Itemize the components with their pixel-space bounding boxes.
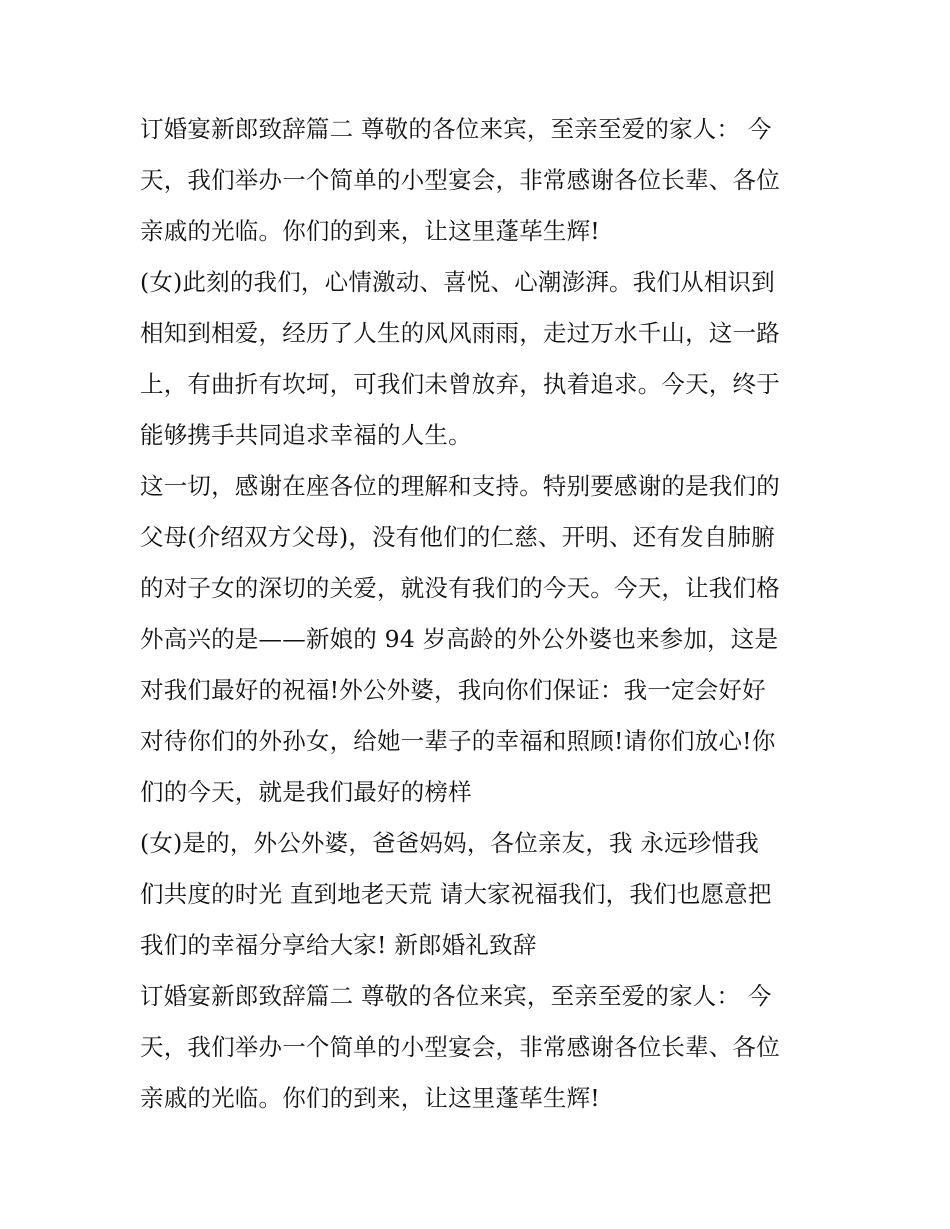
text-line: 对待你们的外孙女，给她一辈子的幸福和照顾!请你们放心!你 [140,727,776,755]
document-body [140,104,815,1124]
text-line: 上，有曲折有坎坷，可我们未曾放弃，执着追求。今天，终于 [140,370,780,398]
text-line: 亲戚的光临。你们的到来，让这里蓬荜生辉! [140,217,600,245]
text-line: 的对子女的深切的关爱，就没有我们的今天。今天，让我们格 [140,574,780,602]
text-line: 我们的幸福分享给大家! 新郎婚礼致辞 [140,931,537,959]
text-line: (女)此刻的我们，心情激动、喜悦、心潮澎湃。我们从相识到 [140,268,775,296]
text-line: 订婚宴新郎致辞篇二 尊敬的各位来宾，至亲至爱的家人： 今 [140,982,772,1010]
text-line: 订婚宴新郎致辞篇二 尊敬的各位来宾，至亲至爱的家人： 今 [140,115,772,143]
text-line: 天，我们举办一个简单的小型宴会，非常感谢各位长辈、各位 [140,1033,780,1061]
text-line: 能够携手共同追求幸福的人生。 [140,421,472,449]
text-line: (女)是的，外公外婆，爸爸妈妈，各位亲友，我 永远珍惜我 [140,829,759,857]
text-line: 外高兴的是——新娘的 94 岁高龄的外公外婆也来参加，这是 [140,625,779,653]
text-line: 对我们最好的祝福!外公外婆，我向你们保证：我一定会好好 [140,676,766,704]
text-line: 们共度的时光 直到地老天荒 请大家祝福我们，我们也愿意把 [140,880,772,908]
text-line: 相知到相爱，经历了人生的风风雨雨，走过万水千山，这一路 [140,319,780,347]
text-line: 父母(介绍双方父母)，没有他们的仁慈、开明、还有发自肺腑 [140,523,775,551]
text-line: 这一切，感谢在座各位的理解和支持。特别要感谢的是我们的 [140,472,780,500]
text-line: 天，我们举办一个简单的小型宴会，非常感谢各位长辈、各位 [140,166,780,194]
text-line: 们的今天，就是我们最好的榜样 [140,778,472,806]
text-line: 亲戚的光临。你们的到来，让这里蓬荜生辉! [140,1084,600,1112]
